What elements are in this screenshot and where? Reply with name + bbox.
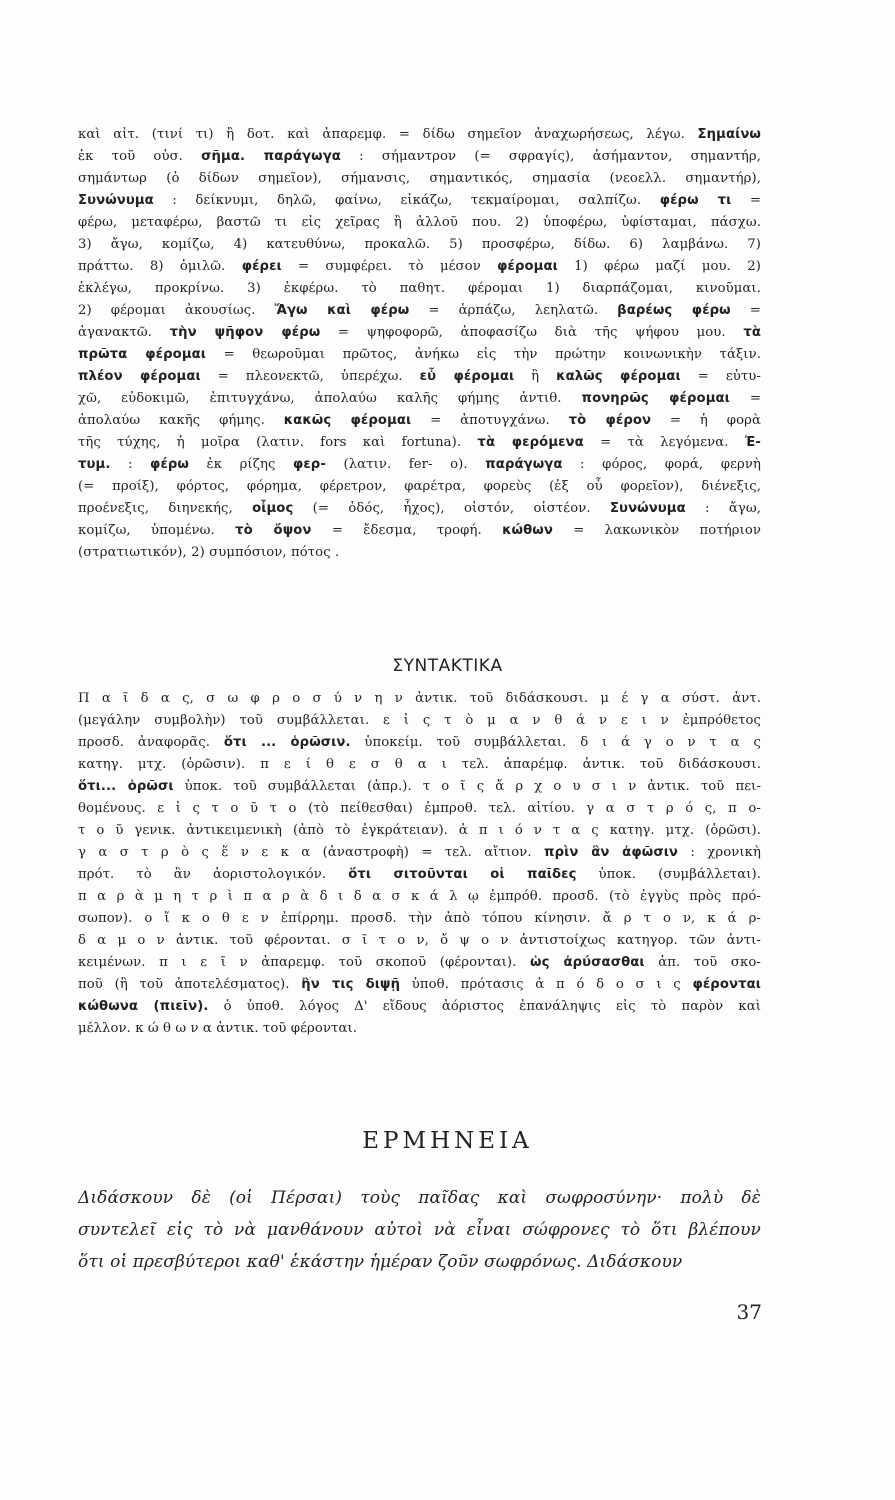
syntax-bold-term: κώθωνα (πιεῖν). (78, 999, 209, 1014)
vocab-line: τῆς τύχης, ἡ μοῖρα (λατιν. fors καὶ fortuna). τὰ φερόμενα = τὰ λεγόμενα. Ἐ- (78, 435, 761, 450)
vocab-line: ἀγανακτῶ. τὴν ψῆφον φέρω = ψηφοφορῶ, ἀποφασίζω διὰ τῆς ψήφου μου. τὰ (78, 325, 761, 340)
syntax-bold-term: πρὶν ἂν ἀφῶσιν (544, 845, 679, 860)
vocab-line: κομίζω, ὑπομένω. τὸ ὄψον = ἔδεσμα, τροφή. κώθων = λακωνικὸν ποτήριον (78, 523, 761, 538)
vocab-line: φέρω, μεταφέρω, βαστῶ τι εἰς χεῖρας ἢ ἀλλοῦ που. 2) ὑποφέρω, ὑφίσταμαι, πάσχω. (78, 215, 761, 230)
vocab-bold-term: φέρομαι (497, 259, 558, 274)
hermeneia-line: ὅτι οἱ πρεσβύτεροι καθ' ἑκάστην ἡμέραν ζοῦν σωφρόνως. Διδάσκουν (78, 1252, 683, 1272)
syntax-line: (μεγάλην συμβολὴν) τοῦ συμβάλλεται. ε ἰ ς τ ὸ μ α ν θ ά ν ε ι ν ἐμπρόθετος (78, 713, 761, 728)
vocab-bold-term: εὖ φέρομαι (419, 369, 515, 384)
hermeneia-section (78, 1182, 761, 1278)
vocab-bold-term: φέρω (150, 457, 189, 472)
vocab-line: ἐκ τοῦ οὐσ. σῆμα. παράγωγα : σήμαντρον (= σφραγίς), ἀσήμαντον, σημαντήρ, (78, 149, 761, 164)
vocab-bold-term: παράγωγα (485, 457, 563, 472)
syntax-line: σωπον). ο ἴ κ ο θ ε ν ἐπίρρημ. προσδ. τὴν ἀπὸ τόπου κίνησιν. ἄ ρ τ ο ν, κ ά ρ- (78, 911, 761, 926)
syntax-line: ποῦ (ἢ τοῦ ἀποτελέσματος). ἢν τις διψῇ ὑποθ. πρότασις ἀ π ό δ ο σ ι ς φέρονται (78, 977, 761, 992)
syntax-line: π α ρ ὰ μ η τ ρ ὶ π α ρ ὰ δ ι δ α σ κ ά λ ῳ ἐμπρόθ. προσδ. (τὸ ἐγγὺς πρὸς πρό- (78, 889, 761, 904)
vocab-bold-term: τὴν ψῆφον φέρω (169, 325, 321, 340)
syntax-bold-term: ἢν τις διψῇ (301, 977, 401, 992)
vocab-line: πλέον φέρομαι = πλεονεκτῶ, ὑπερέχω. εὖ φέρομαι ἢ καλῶς φέρομαι = εὐτυ- (78, 369, 761, 384)
vocab-bold-term: τυμ. (78, 457, 111, 472)
vocab-bold-term: Ἄγω καὶ φέρω (274, 303, 410, 318)
hermeneia-line: συντελεῖ εἰς τὸ νὰ μανθάνουν αὐτοὶ νὰ εἶναι σώφρονες τὸ ὅτι βλέπουν (78, 1220, 761, 1240)
vocab-bold-term: τὰ φερόμενα (477, 435, 584, 450)
vocab-bold-term: κώθων (502, 523, 553, 538)
vocab-line: προένεξις, διηνεκής, οἶμος (= ὁδός, ἦχος), οἰστόν, οἰστέον. Συνώνυμα : ἄγω, (78, 501, 761, 516)
vocab-bold-term: τὰ (743, 325, 761, 340)
syntax-line: προσδ. ἀναφορᾶς. ὅτι ... ὁρῶσιν. ὑποκείμ. τοῦ συμβάλλεται. δ ι ά γ ο ν τ α ς (78, 735, 761, 750)
syntax-bold-term: ὅτι σιτοῦνται οἱ παῖδες (348, 867, 577, 882)
vocab-bold-term: καλῶς φέρομαι (556, 369, 681, 384)
vocab-bold-term: πονηρῶς φέρομαι (581, 391, 730, 406)
vocab-bold-term: βαρέως φέρω (617, 303, 731, 318)
syntax-bold-term: φέρονται (692, 977, 761, 992)
vocab-bold-term: Συνώνυμα (609, 501, 686, 516)
vocab-line: ἐκλέγω, προκρίνω. 3) ἐκφέρω. τὸ παθητ. φέρομαι 1) διαρπάζομαι, κινοῦμαι. (78, 281, 761, 296)
vocab-line: πρῶτα φέρομαι = θεωροῦμαι πρῶτος, ἀνήκω εἰς τὴν πρώτην κοινωνικὴν τάξιν. (78, 347, 761, 362)
vocab-bold-term: σῆμα. παράγωγα (201, 149, 341, 164)
vocab-bold-term: πλέον φέρομαι (78, 369, 201, 384)
syntax-bold-term: ὅτι... ὁρῶσι (78, 779, 174, 794)
syntax-line: θομένους. ε ἰ ς τ ο ῦ τ ο (τὸ πείθεσθαι) ἐμπροθ. τελ. αἰτίου. γ α σ τ ρ ό ς, π ο- (78, 801, 761, 816)
vocab-bold-term: οἶμος (252, 501, 294, 516)
vocab-bold-term: φερ- (292, 457, 326, 472)
vocab-line: χῶ, εὐδοκιμῶ, ἐπιτυγχάνω, ἀπολαύω καλῆς φήμης ἀντιθ. πονηρῶς φέρομαι = (78, 391, 761, 406)
vocab-bold-term: τὸ ὄψον (235, 523, 312, 538)
syntax-line: δ α μ ο ν ἀντικ. τοῦ φέρονται. σ ῖ τ ο ν, ὄ ψ ο ν ἀντιστοίχως κατηγορ. τῶν ἀντι- (78, 933, 761, 948)
syntax-line: τ ο ῦ γενικ. ἀντικειμενικὴ (ἀπὸ τὸ ἐγκράτειαν). ἀ π ι ό ν τ α ς κατηγ. μτχ. (ὁρῶσι). (78, 823, 761, 838)
vocab-bold-term: κακῶς φέρομαι (283, 413, 412, 428)
vocab-line: Συνώνυμα : δείκνυμι, δηλῶ, φαίνω, εἰκάζω, τεκμαίρομαι, σαλπίζω. φέρω τι = (78, 193, 761, 208)
syntax-line: ὅτι... ὁρῶσι ὑποκ. τοῦ συμβάλλεται (ἀπρ.). τ ο ῖ ς ἄ ρ χ ο υ σ ι ν ἀντικ. τοῦ πει- (78, 779, 761, 794)
vocab-bold-term: φέρει (241, 259, 282, 274)
vocabulary-section (78, 124, 761, 564)
syntax-line: κειμένων. π ι ε ῖ ν ἀπαρεμφ. τοῦ σκοποῦ (φέρονται). ὡς ἀρύσασθαι ἀπ. τοῦ σκο- (78, 955, 761, 970)
syntax-line: κώθωνα (πιεῖν). ὁ ὑποθ. λόγος Δ' εἴδους ἀόριστος ἐπανάληψις εἰς τὸ παρὸν καὶ (78, 999, 761, 1014)
vocab-line: ἀπολαύω κακῆς φήμης. κακῶς φέρομαι = ἀποτυγχάνω. τὸ φέρον = ἡ φορὰ (78, 413, 761, 428)
vocab-bold-term: φέρω τι (659, 193, 732, 208)
syntax-line: γ α σ τ ρ ὸ ς ἕ ν ε κ α (ἀναστροφὴ) = τελ. αἴτιον. πρὶν ἂν ἀφῶσιν : χρονικὴ (78, 845, 761, 860)
vocab-line: (στρατιωτικόν), 2) συμπόσιον, πότος . (78, 545, 340, 560)
hermeneia-line: Διδάσκουν δὲ (οἱ Πέρσαι) τοὺς παῖδας καὶ σωφροσύνην· πολὺ δὲ (78, 1188, 761, 1208)
syntax-bold-term: ὡς ἀρύσασθαι (530, 955, 645, 970)
syntax-line: Π α ῖ δ α ς, σ ω φ ρ ο σ ύ ν η ν ἀντικ. τοῦ διδάσκουσι. μ έ γ α σύστ. ἀντ. (78, 691, 761, 706)
syntax-section (78, 688, 761, 1040)
syntax-line: πρότ. τὸ ἂν ἀοριστολογικόν. ὅτι σιτοῦνται οἱ παῖδες ὑποκ. (συμβάλλεται). (78, 867, 761, 882)
syntax-heading: ΣΥΝΤΑΚΤΙΚΑ (392, 656, 503, 676)
vocab-bold-term: Συνώνυμα (78, 193, 154, 208)
vocab-line: 3) ἄγω, κομίζω, 4) κατευθύνω, προκαλῶ. 5) προσφέρω, δίδω. 6) λαμβάνω. 7) (78, 237, 761, 252)
vocab-line: τυμ. : φέρω ἐκ ρίζης φερ- (λατιν. fer- o). παράγωγα : φόρος, φορά, φερνὴ (78, 457, 761, 472)
vocab-line: καὶ αἰτ. (τινί τι) ἢ δοτ. καὶ ἀπαρεμφ. = δίδω σημεῖον ἀναχωρήσεως, λέγω. Σημαίνω (78, 127, 761, 142)
vocab-line: (= προίξ), φόρτος, φόρημα, φέρετρον, φαρέτρα, φορεὺς (ἐξ οὗ φορεῖον), διένεξις, (78, 479, 761, 494)
syntax-bold-term: ὅτι ... ὁρῶσιν. (223, 735, 351, 750)
vocab-bold-term: πρῶτα φέρομαι (78, 347, 207, 362)
vocab-bold-term: τὸ φέρον (568, 413, 652, 428)
vocab-bold-term: Ἐ- (744, 435, 761, 450)
vocab-line: 2) φέρομαι ἀκουσίως. Ἄγω καὶ φέρω = ἁρπάζω, λεηλατῶ. βαρέως φέρω = (78, 303, 761, 318)
syntax-line: κατηγ. μτχ. (ὁρῶσιν). π ε ί θ ε σ θ α ι τελ. ἀπαρέμφ. ἀντικ. τοῦ διδάσκουσι. (78, 757, 761, 772)
vocab-bold-term: Σημαίνω (697, 127, 761, 142)
syntax-line: μέλλον. κ ώ θ ω ν α ἀντικ. τοῦ φέρονται. (78, 1021, 358, 1036)
vocab-line: σημάντωρ (ὁ δίδων σημεῖον), σήμανσις, σημαντικός, σημασία (νεοελλ. σημαντήρ), (78, 171, 761, 186)
page-number: 37 (736, 1300, 762, 1324)
hermeneia-heading: ΕΡΜΗΝΕΙΑ (362, 1128, 533, 1154)
vocab-line: πράττω. 8) ὁμιλῶ. φέρει = συμφέρει. τὸ μέσον φέρομαι 1) φέρω μαζί μου. 2) (78, 259, 761, 274)
